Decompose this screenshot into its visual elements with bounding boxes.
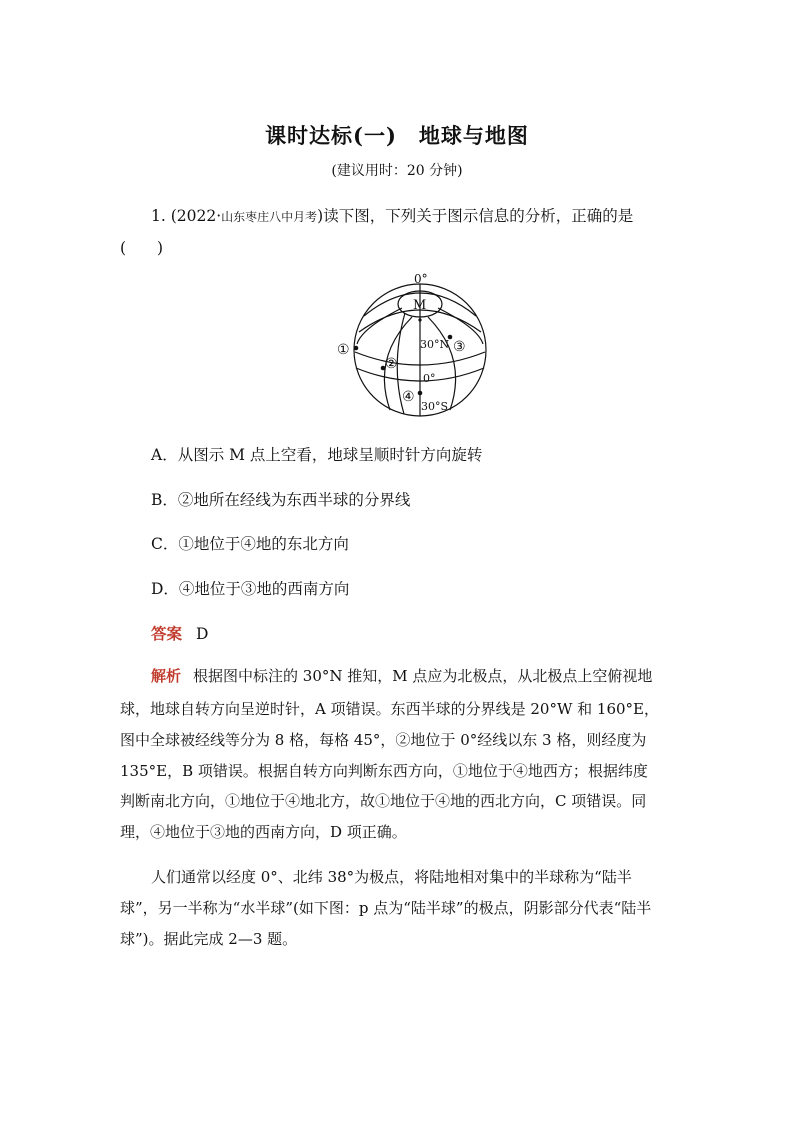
intro-line-3: 球”)。据此完成 2—3 题。	[120, 930, 298, 948]
explanation-line-6: 理，④地位于③地的西南方向，D 项正确。	[120, 823, 407, 841]
question-1-stem	[151, 204, 633, 226]
point-4-dot	[418, 391, 423, 396]
intro-line-2: 球”，另一半称为“水半球”(如下图：p 点为“陆半球”的极点，阴影部分代表“陆半	[120, 899, 652, 917]
label-top-0: 0°	[414, 272, 428, 286]
label-point-2: ②	[385, 356, 398, 372]
question-number: 1.	[151, 207, 166, 225]
answer-label: 答案	[151, 624, 183, 643]
explanation-line-1	[151, 665, 652, 686]
intro-line-1: 人们通常以经度 0°、北纬 38°为极点，将陆地相对集中的半球称为“陆半	[151, 868, 632, 886]
option-b: B．②地所在经线为东西半球的分界线	[151, 491, 411, 509]
question-prompt: )读下图，下列关于图示信息的分析，正确的是	[317, 207, 634, 225]
explanation-text-1: 根据图中标注的 30°N 推知，M 点应为北极点，从北极点上空俯视地	[193, 667, 653, 685]
label-30n: 30°N	[420, 338, 450, 351]
explanation-line-3: 图中全球被经线等分为 8 格，每格 45°，②地位于 0°经线以东 3 格，则经度为	[120, 731, 647, 749]
label-point-4: ④	[402, 389, 415, 405]
label-equator-0: 0°	[423, 372, 436, 385]
explanation-line-2: 球，地球自转方向呈逆时针，A 项错误。东西半球的分界线是 20°W 和 160°E，	[120, 700, 659, 718]
label-point-1: ①	[337, 342, 350, 358]
globe-figure	[332, 268, 502, 418]
question-source: 山东枣庄八中月考	[221, 210, 318, 224]
suggested-time: (建议用时：20 分钟)	[331, 163, 463, 179]
explanation-label: 解析	[151, 667, 182, 685]
explanation-line-5: 判断南北方向，①地位于④地北方，故①地位于④地的西北方向，C 项错误。同	[120, 792, 647, 810]
option-c: C．①地位于④地的东北方向	[151, 535, 349, 553]
explanation-line-4: 135°E，B 项错误。根据自转方向判断东西方向，①地位于④地西方；根据纬度	[120, 762, 648, 780]
label-point-3: ③	[453, 339, 466, 355]
answer-blank: ( )	[120, 239, 164, 257]
option-a: A．从图示 M 点上空看，地球呈顺时针方向旋转	[151, 446, 483, 464]
label-30s: 30°S	[421, 400, 449, 413]
label-m: M	[413, 298, 427, 313]
question-source-open: (2022·	[170, 207, 222, 225]
answer-value: D	[196, 625, 209, 643]
page-title: 课时达标(一) 地球与地图	[265, 123, 529, 148]
answer-row	[151, 622, 208, 644]
pole-dot	[418, 318, 421, 321]
point-1-dot	[354, 346, 359, 351]
option-d: D．④地位于③地的西南方向	[151, 580, 350, 598]
